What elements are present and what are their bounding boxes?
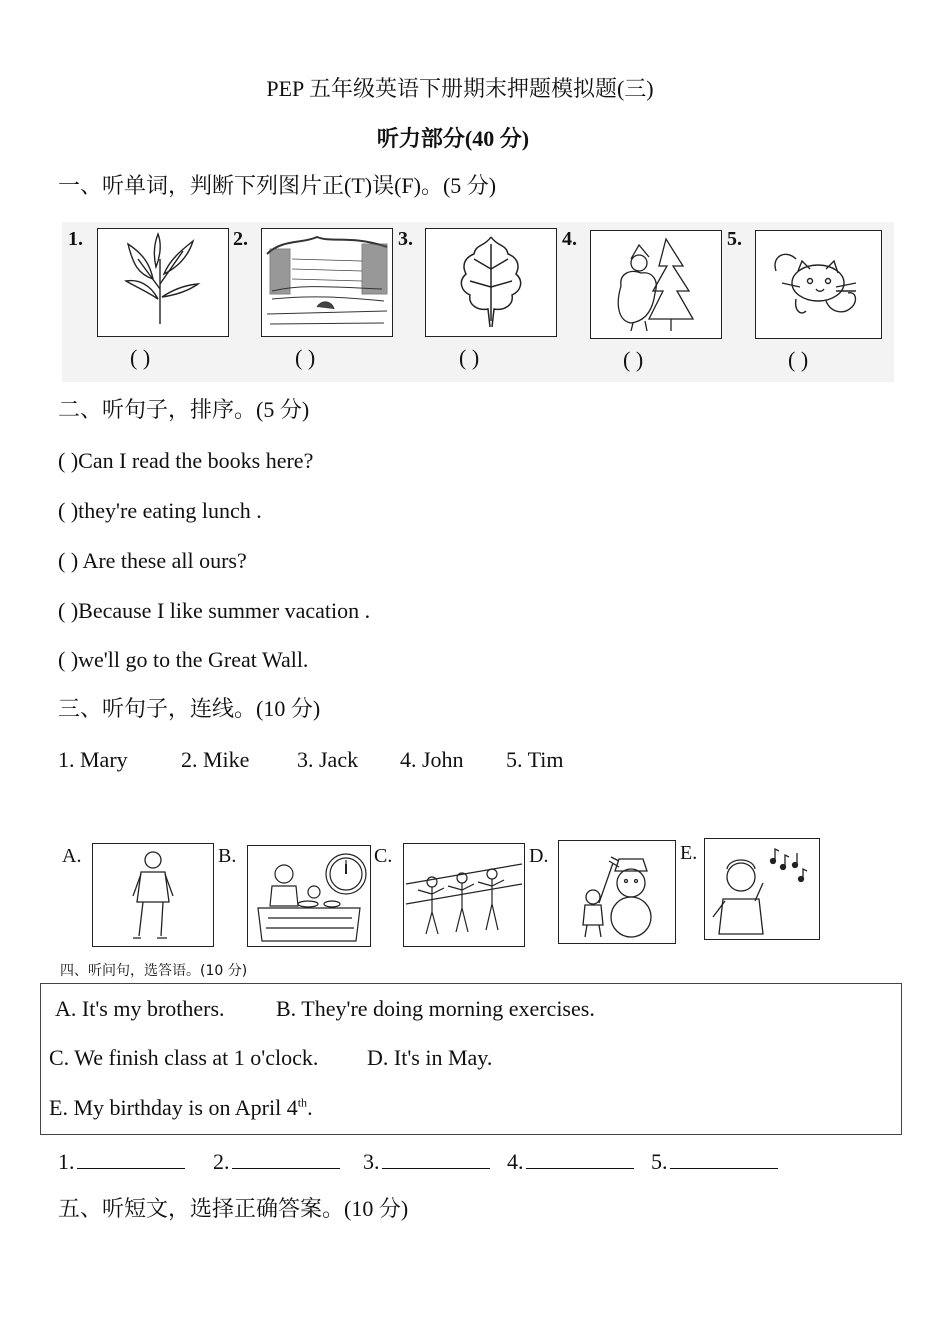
answer-blank-3[interactable] bbox=[363, 1146, 490, 1175]
section2-title: 二、听句子，排序。(5 分) bbox=[58, 397, 310, 422]
santa-christmas-tree-picture bbox=[590, 230, 722, 339]
ordering-item: ( )Because I like summer vacation . bbox=[58, 598, 371, 623]
answer-paren[interactable]: ( ) bbox=[623, 347, 644, 372]
item-number: 5. bbox=[727, 228, 742, 250]
lakeside-landscape-picture bbox=[261, 228, 393, 337]
section4-title: 四、听问句，选答语。(10 分) bbox=[60, 963, 248, 979]
blank-line[interactable] bbox=[526, 1146, 634, 1169]
section1-title: 一、听单词，判断下列图片正(T)误(F)。(5 分) bbox=[58, 173, 497, 198]
option-e-superscript: th bbox=[297, 1095, 308, 1110]
answer-paren[interactable]: ( ) bbox=[295, 345, 316, 370]
blank-number: 4. bbox=[507, 1149, 524, 1174]
boy-walking-picture bbox=[92, 843, 214, 947]
name-john: 4. John bbox=[400, 747, 464, 772]
family-dinner-clock-picture bbox=[247, 845, 371, 947]
option-d: D. It's in May. bbox=[367, 1045, 493, 1070]
section5-title: 五、听短文，选择正确答案。(10 分) bbox=[58, 1196, 409, 1221]
answer-blank-1[interactable] bbox=[58, 1146, 185, 1175]
page-title: PEP 五年级英语下册期末押题模拟题(三) bbox=[266, 76, 654, 101]
name-jack: 3. Jack bbox=[297, 747, 359, 772]
blank-line[interactable] bbox=[382, 1146, 490, 1169]
option-b: B. They're doing morning exercises. bbox=[276, 996, 595, 1021]
picture-letter: D. bbox=[529, 845, 549, 867]
item-number: 2. bbox=[233, 228, 248, 250]
blank-line[interactable] bbox=[670, 1146, 778, 1169]
answer-options-box bbox=[40, 983, 902, 1135]
people-exercising-picture bbox=[403, 843, 525, 947]
item-number: 3. bbox=[398, 228, 413, 250]
answer-blank-2[interactable] bbox=[213, 1146, 340, 1175]
bamboo-leaves-picture bbox=[97, 228, 229, 337]
picture-letter: B. bbox=[218, 845, 237, 867]
ordering-item: ( )we'll go to the Great Wall. bbox=[58, 647, 309, 672]
blank-number: 5. bbox=[651, 1149, 668, 1174]
snowman-picture bbox=[558, 840, 676, 944]
name-mary: 1. Mary bbox=[58, 747, 128, 772]
option-e bbox=[49, 1095, 313, 1121]
leaf-picture bbox=[425, 228, 557, 337]
option-e-text: E. My birthday is on April 4 bbox=[49, 1095, 298, 1120]
option-a: A. It's my brothers. bbox=[55, 996, 225, 1021]
blank-number: 1. bbox=[58, 1149, 75, 1174]
item-number: 1. bbox=[68, 228, 83, 250]
answer-paren[interactable]: ( ) bbox=[130, 345, 151, 370]
option-c: C. We finish class at 1 o'clock. bbox=[49, 1045, 319, 1070]
blank-line[interactable] bbox=[77, 1146, 185, 1169]
section3-title: 三、听句子，连线。(10 分) bbox=[58, 696, 321, 721]
picture-letter: E. bbox=[680, 842, 698, 864]
name-mike: 2. Mike bbox=[181, 747, 250, 772]
answer-paren[interactable]: ( ) bbox=[459, 345, 480, 370]
answer-blank-4[interactable] bbox=[507, 1146, 634, 1175]
item-number: 4. bbox=[562, 228, 577, 250]
section-heading-listening: 听力部分(40 分) bbox=[376, 126, 530, 151]
boy-listening-music-picture bbox=[704, 838, 820, 940]
cat-picture bbox=[755, 230, 882, 339]
answer-paren[interactable]: ( ) bbox=[788, 347, 809, 372]
blank-number: 3. bbox=[363, 1149, 380, 1174]
blank-number: 2. bbox=[213, 1149, 230, 1174]
picture-letter: C. bbox=[374, 845, 393, 867]
blank-line[interactable] bbox=[232, 1146, 340, 1169]
answer-blank-5[interactable] bbox=[651, 1146, 778, 1175]
ordering-item: ( ) Are these all ours? bbox=[58, 548, 247, 573]
ordering-item: ( )they're eating lunch . bbox=[58, 498, 262, 523]
name-tim: 5. Tim bbox=[506, 747, 564, 772]
option-e-period: . bbox=[307, 1095, 313, 1120]
ordering-item: ( )Can I read the books here? bbox=[58, 448, 314, 473]
picture-letter: A. bbox=[62, 845, 82, 867]
